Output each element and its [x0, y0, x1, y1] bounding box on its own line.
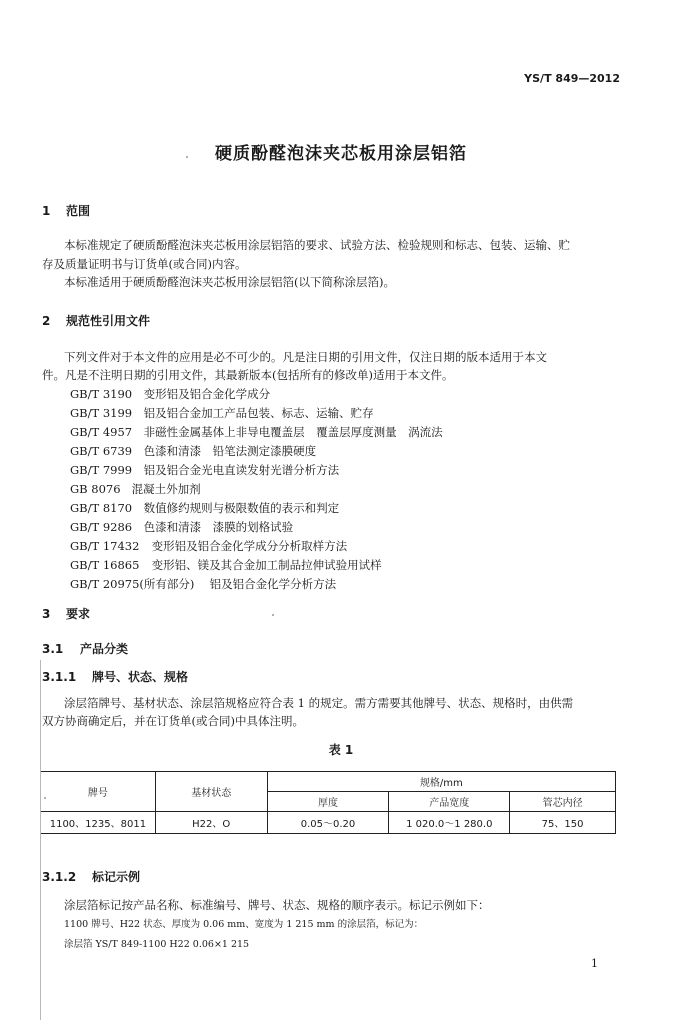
marking-example-value: 涂层箔 YS/T 849-1100 H22 0.06×1 215 — [64, 939, 250, 950]
cell-width: 1 020.0～1 280.0 — [389, 812, 510, 834]
reference-code: GB/T 8170 — [70, 501, 133, 515]
header-grade: 牌号 — [41, 772, 156, 812]
section-1-para2: 本标准适用于硬质酚醛泡沫夹芯板用涂层铝箔(以下简称涂层箔)。 — [64, 275, 395, 289]
marking-example-description: 1100 牌号、H22 状态、厚度为 0.06 mm、宽度为 1 215 mm 的涂层箔，标记为： — [64, 919, 424, 930]
cell-thickness: 0.05～0.20 — [267, 812, 389, 834]
section-number: 2 — [42, 314, 51, 328]
section-3-1-heading — [42, 640, 128, 657]
reference-item — [70, 405, 374, 421]
reference-code: GB/T 4957 — [70, 425, 133, 439]
reference-code: GB/T 16865 — [70, 558, 140, 572]
reference-title: 变形铝、镁及其合金加工制品拉伸试验用试样 — [151, 558, 382, 572]
section-1-para1-line1: 本标准规定了硬质酚醛泡沫夹芯板用涂层铝箔的要求、试验方法、检验规则和标志、包装、运输、贮 — [64, 238, 570, 252]
reference-item — [70, 538, 347, 554]
reference-code: GB/T 17432 — [70, 539, 140, 553]
section-3-1-1-para-line1: 涂层箔牌号、基材状态、涂层箔规格应符合表 1 的规定。需方需要其他牌号、状态、规格时，由供需 — [64, 696, 574, 710]
section-title: 产品分类 — [80, 642, 129, 656]
scan-margin-line — [40, 660, 41, 1020]
standard-number: YS/T 849—2012 — [524, 72, 620, 85]
section-number: 3.1.2 — [42, 870, 77, 884]
reference-title: 非磁性金属基体上非导电覆盖层 覆盖层厚度测量 涡流法 — [143, 425, 443, 439]
section-number: 1 — [42, 204, 51, 218]
cell-core-diameter: 75、150 — [510, 812, 616, 834]
section-1-para1-line2: 存及质量证明书与订货单(或合同)内容。 — [42, 257, 247, 271]
reference-title: 混凝土外加剂 — [131, 482, 201, 496]
section-3-1-1-para-line2: 双方协商确定后，并在订货单(或合同)中具体注明。 — [42, 714, 304, 728]
cell-temper: H22、O — [155, 812, 267, 834]
reference-title: 铝及铝合金化学分析方法 — [209, 577, 337, 591]
reference-item — [70, 481, 201, 497]
document-title: 硬质酚醛泡沫夹芯板用涂层铝箔 — [215, 144, 467, 164]
reference-code: GB/T 20975(所有部分) — [70, 577, 195, 591]
reference-code: GB/T 6739 — [70, 444, 133, 458]
table-caption: 表 1 — [328, 743, 354, 757]
section-number: 3.1 — [42, 642, 64, 656]
reference-title: 铝及铝合金加工产品包装、标志、运输、贮存 — [143, 406, 374, 420]
cell-grade: 1100、1235、8011 — [41, 812, 156, 834]
spec-table — [40, 771, 616, 834]
section-3-1-2-heading — [42, 868, 140, 885]
header-core-diameter: 管芯内径 — [510, 792, 616, 812]
reference-code: GB/T 7999 — [70, 463, 133, 477]
header-temper: 基材状态 — [155, 772, 267, 812]
reference-item — [70, 443, 316, 459]
section-1-heading — [42, 202, 90, 219]
section-title: 标记示例 — [92, 870, 141, 884]
reference-item — [70, 424, 443, 440]
section-number: 3 — [42, 607, 51, 621]
page-number: 1 — [591, 957, 598, 970]
section-title: 范围 — [66, 204, 91, 218]
header-spec: 规格/mm — [267, 772, 615, 792]
reference-title: 变形铝及铝合金化学成分分析取样方法 — [151, 539, 348, 553]
section-3-1-1-heading — [42, 668, 188, 685]
reference-code: GB/T 9286 — [70, 520, 133, 534]
reference-item — [70, 519, 293, 535]
section-number: 3.1.1 — [42, 670, 77, 684]
section-3-heading — [42, 605, 90, 622]
reference-title: 色漆和清漆 漆膜的划格试验 — [143, 520, 294, 534]
section-2-intro-line2: 件。凡是不注明日期的引用文件，其最新版本(包括所有的修改单)适用于本文件。 — [42, 368, 454, 382]
reference-code: GB/T 3190 — [70, 387, 133, 401]
section-2-intro-line1: 下列文件对于本文件的应用是必不可少的。凡是注日期的引用文件，仅注日期的版本适用于本文 — [64, 350, 547, 364]
section-title: 牌号、状态、规格 — [92, 670, 189, 684]
reference-title: 色漆和清漆 铅笔法测定漆膜硬度 — [143, 444, 317, 458]
reference-item — [70, 557, 382, 573]
scan-speck — [44, 797, 46, 799]
reference-code: GB 8076 — [70, 482, 121, 496]
table-row — [41, 812, 616, 834]
reference-title: 变形铝及铝合金化学成分 — [143, 387, 271, 401]
section-2-heading — [42, 312, 150, 329]
reference-item — [70, 500, 339, 516]
section-3-1-2-para: 涂层箔标记按产品名称、标准编号、牌号、状态、规格的顺序表示。标记示例如下： — [64, 898, 490, 912]
section-title: 规范性引用文件 — [66, 314, 151, 328]
scan-speck — [272, 614, 274, 616]
scan-speck — [186, 156, 188, 158]
table-header-row — [41, 772, 616, 792]
reference-item — [70, 462, 339, 478]
reference-title: 数值修约规则与极限数值的表示和判定 — [143, 501, 340, 515]
header-width: 产品宽度 — [389, 792, 510, 812]
reference-item — [70, 386, 270, 402]
reference-title: 铝及铝合金光电直读发射光谱分析方法 — [143, 463, 340, 477]
reference-item — [70, 576, 336, 592]
section-title: 要求 — [66, 607, 91, 621]
header-thickness: 厚度 — [267, 792, 389, 812]
reference-code: GB/T 3199 — [70, 406, 133, 420]
